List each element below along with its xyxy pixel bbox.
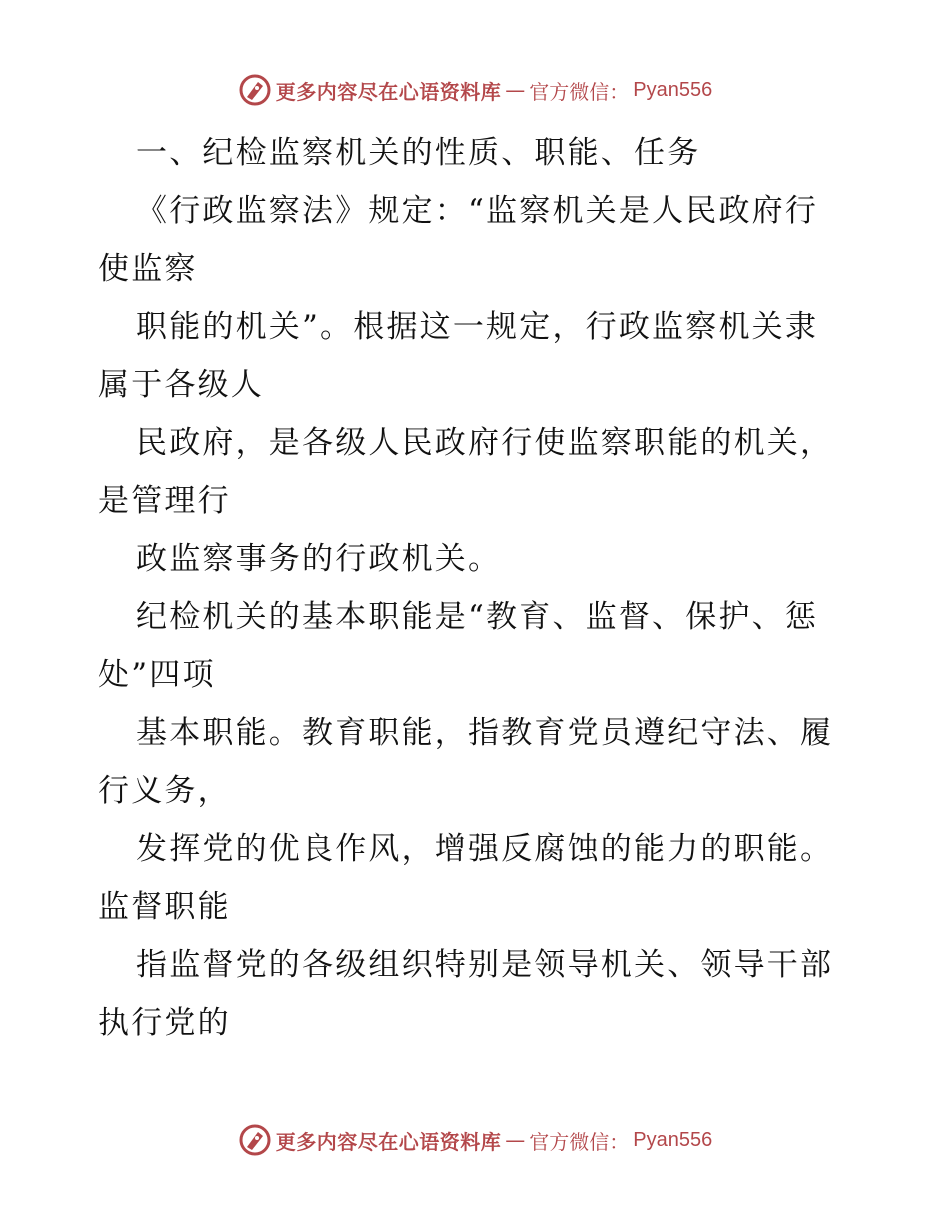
text-line: 执行党的 [98, 1005, 231, 1041]
pen-nib-logo-icon [238, 1123, 272, 1157]
pen-nib-logo-icon [238, 73, 272, 107]
banner-dash: — [505, 1128, 526, 1152]
text-line: 民政府，是各级人民政府行使监察职能的机关， [136, 425, 834, 461]
text-line: 指监督党的各级组织特别是领导机关、领导干部 [136, 947, 834, 983]
text-line: 纪检机关的基本职能是“教育、监督、保护、惩 [136, 599, 819, 635]
header-banner [0, 70, 950, 110]
text-line: 《行政监察法》规定：“监察机关是人民政府行 [136, 193, 819, 229]
text-line: 使监察 [98, 251, 198, 287]
text-line: 职能的机关”。根据这一规定，行政监察机关隶 [136, 309, 819, 345]
text-line: 政监察事务的行政机关。 [136, 541, 502, 577]
banner-wechat-id: Pyan556 [633, 1128, 713, 1151]
banner-dash: — [505, 78, 526, 102]
banner-text: 更多内容尽在心语资料库 [275, 1129, 502, 1154]
text-line: 一、纪检监察机关的性质、职能、任务 [136, 135, 701, 171]
text-line: 行义务， [98, 773, 231, 809]
text-line: 处”四项 [98, 657, 216, 693]
banner-wechat-label: 官方微信： [529, 79, 630, 104]
banner-wechat-id: Pyan556 [633, 78, 713, 101]
document-body [98, 124, 854, 1052]
text-line: 是管理行 [98, 483, 231, 519]
text-line: 发挥党的优良作风，增强反腐蚀的能力的职能。 [136, 831, 834, 867]
footer-banner [0, 1120, 950, 1160]
banner-text: 更多内容尽在心语资料库 [275, 79, 502, 104]
text-line: 监督职能 [98, 889, 231, 925]
banner-wechat-label: 官方微信： [529, 1129, 630, 1154]
text-line: 属于各级人 [98, 367, 264, 403]
text-line: 基本职能。教育职能，指教育党员遵纪守法、履 [136, 715, 834, 751]
